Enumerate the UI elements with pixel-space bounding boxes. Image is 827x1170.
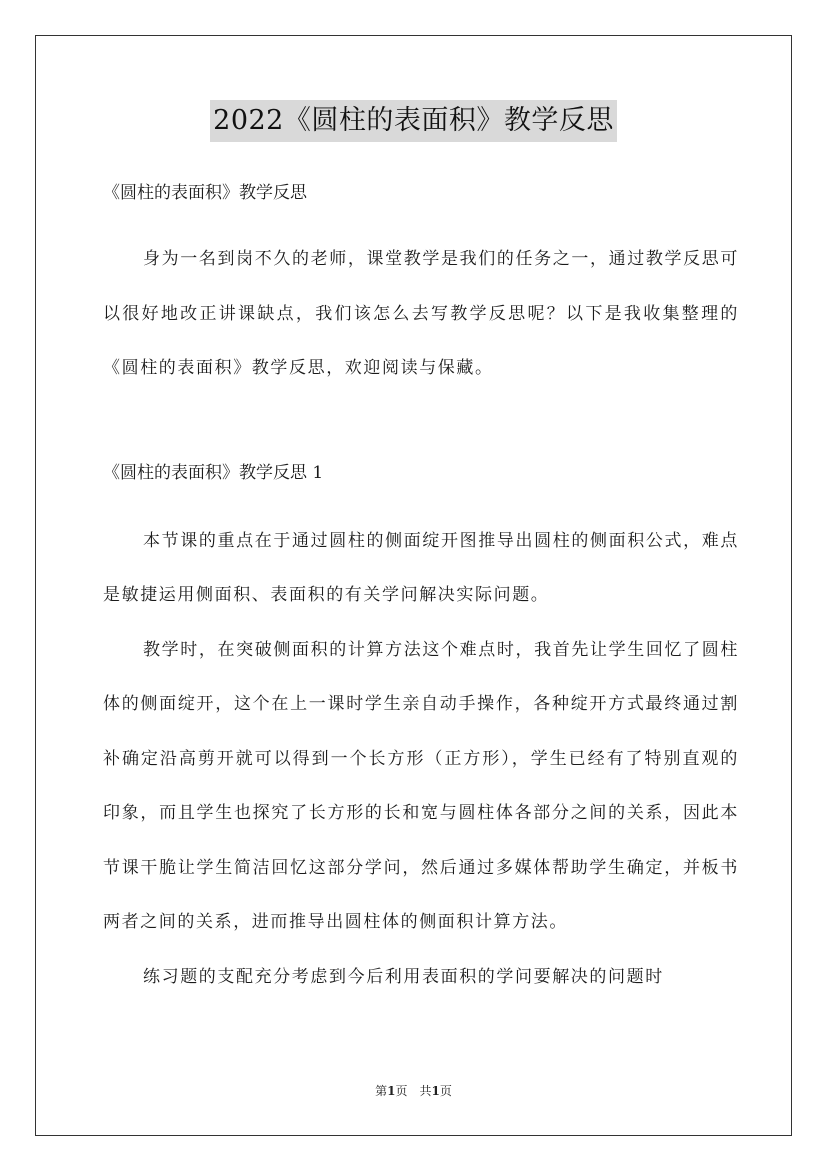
- title-container: [0, 100, 827, 142]
- intro-heading: 《圆柱的表面积》教学反思: [103, 183, 307, 203]
- total-unit: 页: [439, 1084, 452, 1098]
- intro-paragraph: 身为一名到岗不久的老师，课堂教学是我们的任务之一，通过教学反思可以很好地改正讲课缺点，我们该怎么去写教学反思呢？以下是我收集整理的《圆柱的表面积》教学反思，欢迎阅读与保藏。: [103, 249, 739, 378]
- page-label: 第: [375, 1084, 388, 1098]
- total-label: 共: [419, 1084, 432, 1098]
- page-footer: [0, 1082, 827, 1099]
- body-paragraph-3: 练习题的支配充分考虑到今后利用表面积的学问要解决的问题时: [143, 966, 664, 987]
- body-paragraph-2: 教学时，在突破侧面积的计算方法这个难点时，我首先让学生回忆了圆柱体的侧面绽开，这个在上一课时学生亲自动手操作，各种绽开方式最终通过割补确定沿高剪开就可以得到一个长方形（正方形），学生已经有了特别直观的印象，而且学生也探究了长方形的长和宽与圆柱体各部分之间的关系，因此本节课干脆让学生简洁回忆这部分学问，然后通过多媒体帮助学生确定，并板书两者之间的关系，进而推导出圆柱体的侧面积计算方法。: [103, 639, 739, 932]
- spacer: [103, 396, 739, 456]
- page-total: 1: [431, 1084, 440, 1098]
- body-paragraph-1: 本节课的重点在于通过圆柱的侧面绽开图推导出圆柱的侧面积公式，难点是敏捷运用侧面积、表面积的有关学问解决实际问题。: [103, 530, 739, 605]
- section-heading: 《圆柱的表面积》教学反思 1: [103, 462, 324, 483]
- spacer: [103, 210, 739, 232]
- page-current: 1: [387, 1084, 396, 1098]
- document-title: 2022《圆柱的表面积》教学反思: [210, 100, 617, 142]
- page-unit: 页: [395, 1084, 408, 1098]
- document-body: [103, 176, 739, 1004]
- spacer: [103, 490, 739, 514]
